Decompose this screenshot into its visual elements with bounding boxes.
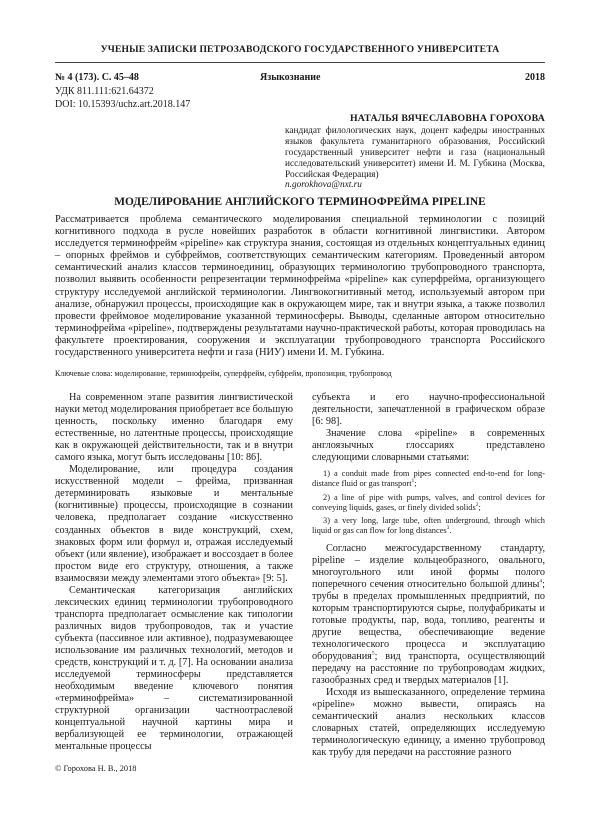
paragraph: Моделирование, или процедура создания искусственной модели – фрейма, призванная детерминировать языковые и ментальные (когнитивные) процессы, происходящие в сознании человека, предполагает создание «искусственно созданных объектов в виде конструкций, схем, знаковых форм или формул и, отражая исследуемый объект (или явление), изображает и воссоздает в более простом виде его структуру, отношения, а также взаимосвязи между элементами этого объекта» [9: 5].: [55, 464, 293, 584]
paragraph: субъекта и его научно-профессиональной деятельности, запечатленной в графическом образе [6: 98].: [312, 392, 545, 428]
journal-title: УЧЕНЫЕ ЗАПИСКИ ПЕТРОЗАВОДСКОГО ГОСУДАРСТВЕННОГО УНИВЕРСИТЕТА: [100, 44, 500, 55]
definition-item: 3) a very long, large tube, often underground, through which liquid or gas can flow for long distances$^3$.: [312, 516, 545, 536]
author-name: НАТАЛЬЯ ВЯЧЕСЛАВОВНА ГОРОХОВА: [349, 113, 545, 124]
definitions-list: [312, 469, 545, 536]
article-title: МОДЕЛИРОВАНИЕ АНГЛИЙСКОГО ТЕРМИНОФРЕЙМА PIPELINE: [114, 196, 486, 208]
doi-link[interactable]: DOI: 10.15393/uchz.art.2018.147: [55, 99, 191, 110]
author-email[interactable]: n.gorokhova@nxt.ru: [285, 180, 362, 191]
paragraph: Семантическая категоризация английских лексических единиц терминологии трубопроводного транспорта предполагает осмысление как типологии различных видов трубопроводов, так и участие субъекта (пассивное или активное), подразумевающее использование им различных технологий, методов и средств, конструкций и т. д. [7]. На основании анализа исследуемой терминосферы представляется необходимым введение ключевого понятия «терминофрейма» – систематизированной структурной организации частноотраслевой концептуальной научной картины мира и вербализующей ее терминологии, отражающей ментальные процессы: [55, 584, 293, 753]
footnote-ref[interactable]: 4: [539, 578, 543, 585]
footnote-ref[interactable]: 5: [371, 650, 375, 657]
section-name: Языкознание: [260, 72, 321, 83]
body-column-right: [312, 392, 545, 759]
footnote-ref[interactable]: 3: [446, 525, 450, 532]
definition-item: 1) a conduit made from pipes connected end-to-end for long-distance fluid or gas transport$^1$;: [312, 469, 545, 489]
paragraph: Значение слова «pipeline» в современных англоязычных глоссариях представлено следующими словарными статьями:: [312, 428, 545, 464]
header-rule: [55, 62, 545, 63]
footnote-ref[interactable]: 2: [475, 502, 479, 509]
paragraph: Согласно межгосударственному стандарту, pipeline – изделие кольцеобразного, овального, многоугольного или иной формы полого поперечного сечения относительно большой длины$^4$; трубы в пределах промышленных предприятий, по которым транспортируются сырье, полуфабрикаты и готовые продукты, пар, вода, топливо, реагенты и другие вещества, обеспечивающие ведение технологического процесса и эксплуатацию оборудования$^5$; вид транспорта, осуществляющий передачу на расстояние по трубопроводам жидких, газообразных сред и твердых материалов [1].: [312, 542, 545, 687]
definition-item: 2) a line of pipe with pumps, valves, and control devices for conveying liquids, gases, or finely divided solids$^2$;: [312, 492, 545, 512]
abstract: Рассматривается проблема семантического моделирования специальной терминологии с позиций когнитивного подхода в русле новейших разработок в области когнитивной лингвистики. Автором исследуется терминофрейм «pipeline» как структура знания, состоящая из отдельных концептуальных единиц – опорных фреймов и субфреймов, соответствующих семантическим категориям. Проведенный автором семантический анализ классов терминоединиц, образующих терминологию трубопроводного транспорта, позволил выявить особенности репрезентации терминофрейма «pipeline» как суперфрейма, организующего структуру исследуемой английской терминологии. Лингвокогнитивный метод, используемый автором при анализе, обнаружил процессы, происходящие как в окружающем мире, так и внутри языка, а также позволил провести фреймовое моделирование указанной терминосферы. Выводы, сделанные автором относительно терминофрейма «pipeline», подтверждены результатами научно-практической работы, которая проводилась на факультете проектирования, сооружения и эксплуатации трубопроводного транспорта Российского государственного университета нефти и газа (НИУ) имени И. М. Губкина.: [55, 214, 545, 359]
udk-code: УДК 811.111:621.64372: [55, 86, 154, 97]
paragraph: На современном этапе развития лингвистической науки метод моделирования приобретает все большую ценность, поскольку именно благодаря ему естественные, но латентные процессы, происходящие как в окружающей действительности, так и в внутри самого языка, могут быть исследованы [10: 86].: [55, 392, 293, 464]
keywords: Ключевые слова: моделирование, терминофрейм, суперфрейм, субфрейм, пропозиция, трубопровод: [55, 369, 392, 378]
paragraph: Исходя из вышесказанного, определение термина «pipeline» можно вывести, опираясь на семантический анализ нескольких классов словарных статей, определяющих исследуемую терминологическую единицу, а именно трубопровод как трубу для передачи на расстояние разного: [312, 687, 545, 759]
footnote-ref[interactable]: 1: [411, 478, 415, 485]
issue-number: № 4 (173). С. 45–48: [55, 72, 139, 83]
author-affiliation: кандидат филологических наук, доцент кафедры иностранных языков факультета гуманитарного образования, Российский государственный университет нефти и газа (национальный исследовательский университет) имени И. М. Губкина (Москва, Российская Федерация): [285, 125, 545, 180]
body-column-left: [55, 392, 293, 753]
issue-year: 2018: [525, 72, 545, 83]
issue-meta-row: [55, 72, 545, 83]
author-block: [285, 114, 545, 191]
copyright-notice: © Горохова Н. В., 2018: [55, 764, 137, 773]
